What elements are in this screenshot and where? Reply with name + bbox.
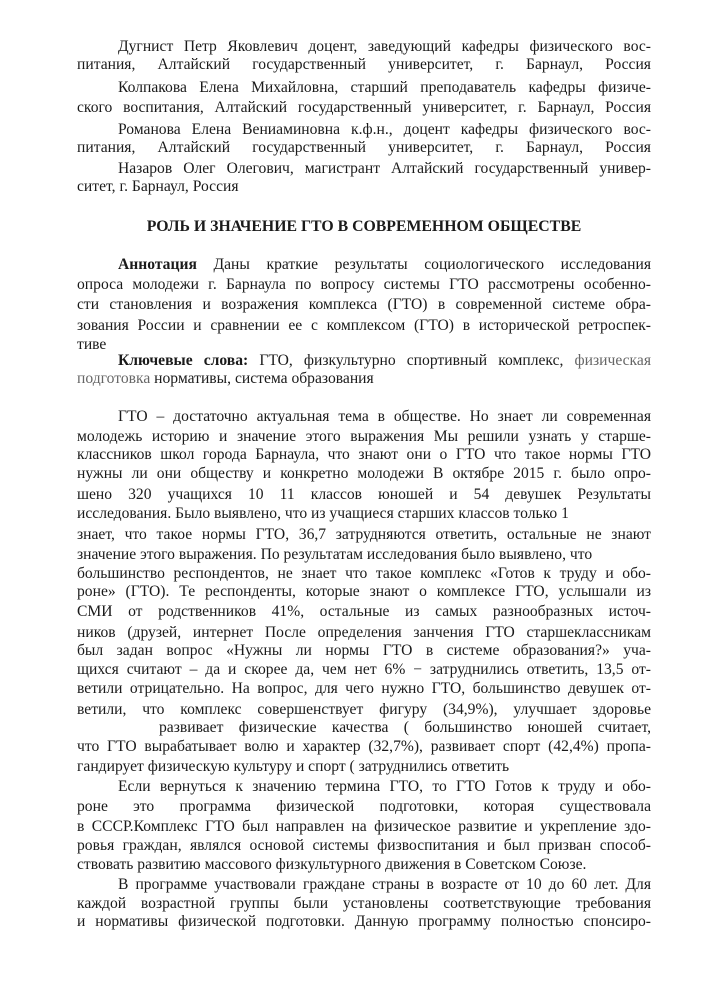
- keywords-label: Ключевые слова:: [118, 352, 249, 369]
- annotation-line-2: опроса молодежи г. Барнаула по вопросу системы ГТО рассмотрены особенно-: [77, 276, 651, 293]
- body-line: ГТО – достаточно актуальная тема в обществе. Но знает ли современная: [118, 408, 651, 425]
- author-line-5: Романова Елена Вениаминовна к.ф.н., доцент кафедры физического вос-: [118, 121, 651, 138]
- annotation-line-5: тиве: [77, 336, 107, 353]
- author-line-8: ситет, г. Барнаул, Россия: [77, 178, 239, 195]
- annotation-label: Аннотация: [118, 256, 197, 273]
- annotation-line-1: [118, 256, 651, 274]
- keywords-gray-text-2: подготовка: [77, 370, 151, 387]
- author-line-6: питания, Алтайский государственный университет, г. Барнаул, Россия: [77, 139, 651, 156]
- body-line: ствовать развитию массового физкультурного движения в Советском Союзе.: [77, 856, 587, 873]
- body-line: и нормативы физической подготовки. Данную программу полностью спонсиро-: [77, 913, 651, 930]
- annotation-line-4: зования России и сравнении ее с комплексом (ГТО) в исторической ретроспек-: [77, 317, 651, 334]
- body-line: гандирует физическую культуру и спорт ( затруднились ответить: [77, 758, 510, 775]
- author-line-4: ского воспитания, Алтайский государственный университет, г. Барнаул, Россия: [77, 99, 651, 116]
- body-line: молодежь историю и значение этого выражения Мы решили узнать у старше-: [77, 428, 651, 445]
- keywords-text: ГТО, физкультурно спортивный комплекс,: [248, 352, 575, 369]
- body-line: ровья граждан, являлся основой системы физвоспитания и был призван способ-: [77, 837, 651, 854]
- body-line: развивает физические качества ( большинство юношей считает,: [159, 719, 651, 736]
- body-line: знает, что такое нормы ГТО, 36,7 затрудняются ответить, остальные не знают: [77, 526, 651, 543]
- body-line: роне это программа физической подготовки, которая существовала: [77, 798, 651, 815]
- author-line-1: Дугнист Петр Яковлевич доцент, заведующий кафедры физического вос-: [118, 38, 651, 55]
- body-line: в СССР.Комплекс ГТО был направлен на физическое развитие и укрепление здо-: [77, 818, 651, 835]
- body-line: что ГТО вырабатывает волю и характер (32,7%), развивает спорт (42,4%) пропа-: [77, 738, 651, 755]
- body-line: СМИ от родственников 41%, остальные из самых разнообразных источ-: [77, 603, 651, 620]
- body-line: ветили, что комплекс совершенствует фигуру (34,9%), улучшает здоровье: [77, 701, 651, 718]
- body-line: шено 320 учащихся 10 11 классов юношей и 54 девушек Результаты: [77, 486, 651, 503]
- article-title: РОЛЬ И ЗНАЧЕНИЕ ГТО В СОВРЕМЕННОМ ОБЩЕСТВЕ: [146, 218, 582, 235]
- body-line: Если вернуться к значению термина ГТО, то ГТО Готов к труду и обо-: [118, 778, 651, 795]
- keywords-line-1: [118, 352, 651, 370]
- author-line-2: питания, Алтайский государственный университет, г. Барнаул, Россия: [77, 56, 651, 73]
- body-line: был задан вопрос «Нужны ли нормы ГТО в системе образования?» уча-: [77, 642, 651, 659]
- body-line: щихся считают – да и скорее да, чем нет 6% − затруднились ответить, 13,5 от-: [77, 661, 651, 678]
- annotation-line-3: сти становления и возражения комплекса (ГТО) в современной системе обра-: [77, 296, 651, 313]
- body-line: роне» (ГТО). Те респонденты, которые знают о комплексе ГТО, услышали из: [77, 583, 651, 600]
- body-line: большинство респондентов, не знает что такое комплекс «Готов к труду и обо-: [77, 565, 651, 582]
- body-line: ников (друзей, интернет После определения занчения ГТО старшеклассникам: [77, 624, 651, 641]
- body-line: В программе участвовали граждане страны в возрасте от 10 до 60 лет. Для: [118, 876, 651, 893]
- annotation-text: Даны краткие результаты социологического исследования: [213, 256, 651, 273]
- author-line-3: Колпакова Елена Михайловна, старший преподаватель кафедры физиче-: [118, 79, 651, 96]
- body-line: нужны ли они обществу и конкретно молодежи В октябре 2015 г. было опро-: [77, 465, 651, 482]
- body-line: исследования. Было выявлено, что из учащиеся старших классов только 1: [77, 505, 569, 522]
- keywords-line-2: [77, 370, 651, 388]
- author-line-7: Назаров Олег Олегович, магистрант Алтайский государственный универ-: [118, 160, 651, 177]
- body-line: значение этого выражения. По результатам исследования было выявлено, что: [77, 546, 593, 563]
- body-line: классников школ города Барнаула, что знают они о ГТО что такое нормы ГТО: [77, 446, 651, 463]
- keywords-gray-text: физическая: [574, 352, 651, 369]
- body-line: каждой возрастной группы были установлены соответствующие требования: [77, 895, 651, 912]
- keywords-text-2: нормативы, система образования: [150, 370, 374, 387]
- body-line: ветили отрицательно. На вопрос, для чего нужно ГТО, большинство девушек от-: [77, 680, 651, 697]
